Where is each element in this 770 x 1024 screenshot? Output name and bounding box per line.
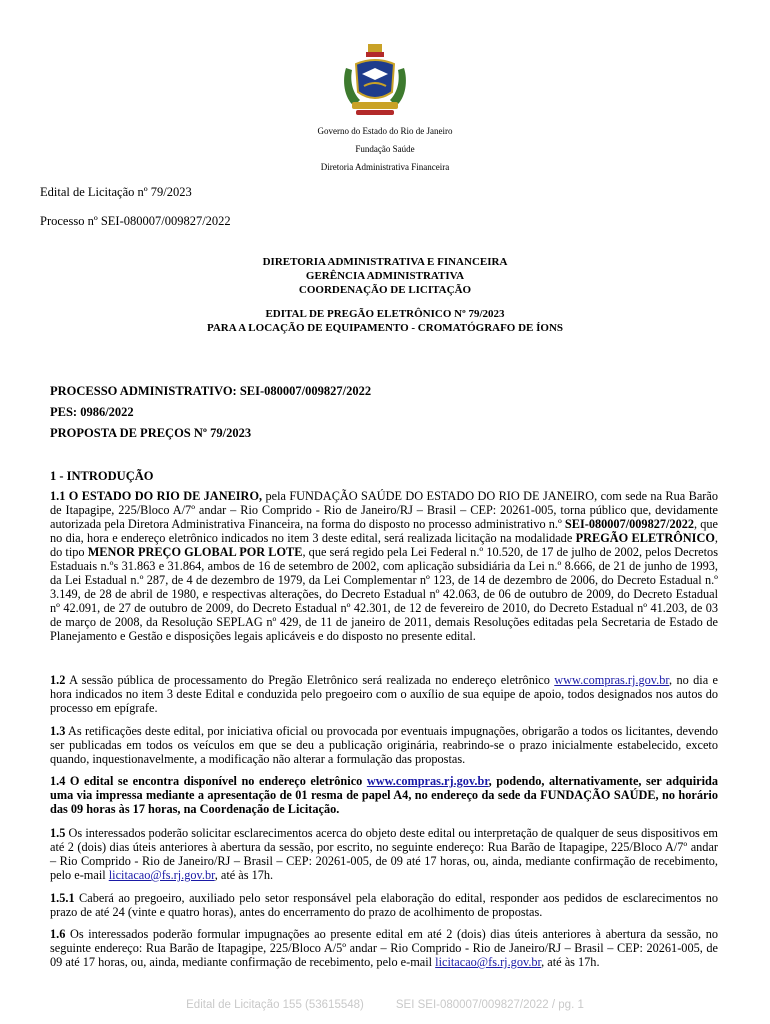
p12-lead: 1.2 (50, 673, 66, 687)
p13-text: As retificações deste edital, por iniciativa oficial ou provocada por eventuais impugnações, obrigarão a todos os licitantes, devendo ser publicadas em todos os veículos em que se deu a publicação originária, reabrindo-se o prazo inicialmente estabelecido, exceto quando, inquestionavelmente, a modificação não alterar a formulação das propostas. (50, 724, 718, 766)
p16-text-a: Os interessados poderão formular impugnações ao presente edital em até 2 (dois) dias úteis anteriores à abertura da sessão, no seguinte endereço: Rua Barão de Itapagipe, 225/Bloco A/5º andar – Rio Comprido - Rio de Janeiro/RJ – Brasil – CEP: 20261-005, de 09 até 17 horas, ou, ainda, mediante confirmação de recebimento, pelo e-mail (50, 927, 718, 969)
org-line-2: GERÊNCIA ADMINISTRATIVA (305, 270, 465, 282)
paragraph-1-3 (50, 724, 718, 766)
pes-number: PES: 0986/2022 (50, 405, 134, 419)
p14-text-b: , podendo, alternativamente, ser adquirida uma via impressa mediante a apresentação de 01 resma de papel A4, no endereço da sede da FUNDAÇÃO SAÚDE, no horário das 09 horas às 17 horas, na Coordenação de Licitação. (50, 774, 718, 816)
title-line-1: EDITAL DE PREGÃO ELETRÔNICO Nº 79/2023 (265, 308, 505, 320)
p151-lead: 1.5.1 (50, 891, 75, 905)
p11-modality: PREGÃO ELETRÔNICO (575, 531, 715, 545)
proposta-number: PROPOSTA DE PREÇOS Nº 79/2023 (50, 426, 252, 440)
paragraph-1-6 (50, 927, 718, 969)
page-footer (0, 999, 770, 1011)
compras-link[interactable]: www.compras.rj.gov.br (554, 673, 669, 687)
footer-document-id: Edital de Licitação 155 (53615548) (186, 999, 364, 1011)
p11-type: MENOR PREÇO GLOBAL POR LOTE (87, 545, 303, 559)
p16-text-b: , até às 17h. (541, 955, 600, 969)
section-heading-introducao: 1 - INTRODUÇÃO (50, 469, 154, 483)
p12-text-b: , no dia e hora indicados no item 3 deste Edital e conduzida pelo pregoeiro com o auxílio de sua equipe de apoio, todos designados nos autos do processo em epígrafe. (50, 673, 718, 715)
document-title (0, 307, 770, 335)
p15-text-b: , até às 17h. (214, 868, 274, 882)
edital-reference: Edital de Licitação nº 79/2023 (40, 185, 192, 199)
paragraph-1-5-1 (50, 891, 718, 919)
paragraph-1-1 (50, 489, 718, 643)
processo-reference: Processo nº SEI-080007/009827/2022 (40, 214, 231, 228)
p16-lead: 1.6 (50, 927, 66, 941)
paragraph-1-5 (50, 826, 718, 882)
org-line-3: COORDENAÇÃO DE LICITAÇÃO (298, 284, 472, 296)
compras-link-2[interactable]: www.compras.rj.gov.br (366, 774, 489, 788)
email-link[interactable]: licitacao@fs.rj.gov.br (108, 868, 215, 882)
paragraph-1-4 (50, 774, 718, 816)
header-directorate-line: Diretoria Administrativa Financeira (320, 162, 450, 172)
title-line-2: PARA A LOCAÇÃO DE EQUIPAMENTO - CROMATÓGRAFO DE ÍONS (206, 322, 564, 334)
p13-lead: 1.3 (50, 724, 66, 738)
header-foundation-line: Fundação Saúde (355, 144, 415, 154)
footer-page-ref: SEI SEI-080007/009827/2022 / pg. 1 (395, 999, 584, 1011)
p11-text-a: pela FUNDAÇÃO SAÚDE DO ESTADO DO RIO DE JANEIRO, com sede na Rua Barão de Itapagipe, 225/Bloco A/7º andar – Rio Comprido - Rio de Janeiro/RJ – Brasil – CEP: 20261-005, torna público que, devidamente autorizada pela Diretora Administrativa Financeira, na forma do disposto no processo administrativo n.º (50, 489, 718, 531)
p11-text-c: , do tipo (50, 531, 718, 559)
org-line-1: DIRETORIA ADMINISTRATIVA E FINANCEIRA (262, 256, 508, 268)
p14-text-a: 1.4 O edital se encontra disponível no endereço eletrônico (50, 774, 367, 788)
p12-text-a: A sessão pública de processamento do Pregão Eletrônico será realizada no endereço eletrônico (65, 673, 555, 687)
p11-text-d: , que será regido pela Lei Federal n.º 10.520, de 17 de julho de 2002, pelos Decretos Estaduais n.ºs 31.863 e 31.864, ambos de 16 de setembro de 2002, com aplicação subsidiária da Lei n.º 8.666, de 21 de junho de 1993, da Lei Estadual n.º 287, de 4 de dezembro de 1979, da Lei Complementar nº 123, de 14 de dezembro de 2006, do Decreto Estadual n.º 3.149, de 28 de abril de 1980, e respectivas alterações, do Decreto Estadual nº 42.063, de 06 de outubro de 2009, do Decreto Estadual nº 42.091, de 27 de outubro de 2009, do Decreto Estadual nº 42.301, de 12 de fevereiro de 2010, do Decreto Estadual nº 41.203, de 03 de março de 2008, da Resolução SEPLAG nº 429, de 11 de janeiro de 2011, demais Resoluções editadas pela Secretaria de Estado de Planejamento e Gestão e disposições legais aplicáveis e do disposto no presente edital. (50, 545, 718, 643)
p11-process-number: SEI-080007/009827/2022 (564, 517, 695, 531)
p151-text: Caberá ao pregoeiro, auxiliado pelo setor responsável pela elaboração do edital, responder aos pedidos de esclarecimentos no prazo de até 24 (vinte e quatro horas), antes do encerramento do prazo de acolhimento de propostas. (50, 891, 718, 919)
header-government-line: Governo do Estado do Rio de Janeiro (317, 126, 453, 136)
p15-lead: 1.5 (50, 826, 66, 840)
processo-administrativo: PROCESSO ADMINISTRATIVO: SEI-080007/009827/2022 (50, 384, 372, 398)
organization-block (0, 255, 770, 297)
state-coat-of-arms-icon (338, 40, 412, 122)
paragraph-1-2 (50, 673, 718, 715)
p11-lead: 1.1 O ESTADO DO RIO DE JANEIRO, (50, 489, 263, 503)
email-link-2[interactable]: licitacao@fs.rj.gov.br (435, 955, 542, 969)
p11-text-b: , que no dia, hora e endereço eletrônico indicados no item 3 deste edital, será realizada licitação na modalidade (50, 517, 718, 545)
p15-text-a: Os interessados poderão solicitar esclarecimentos acerca do objeto deste edital ou interpretação de qualquer de seus dispositivos em até 2 (dois) dias úteis anteriores à abertura da sessão, por escrito, no seguinte endereço: Rua Barão de Itapagipe, 225/Bloco A/7º andar – Rio Comprido - Rio de Janeiro/RJ – Brasil – CEP: 20261-005, de 09 até 17 horas, ou, ainda, mediante confirmação de recebimento, pelo e-mail (50, 826, 718, 882)
